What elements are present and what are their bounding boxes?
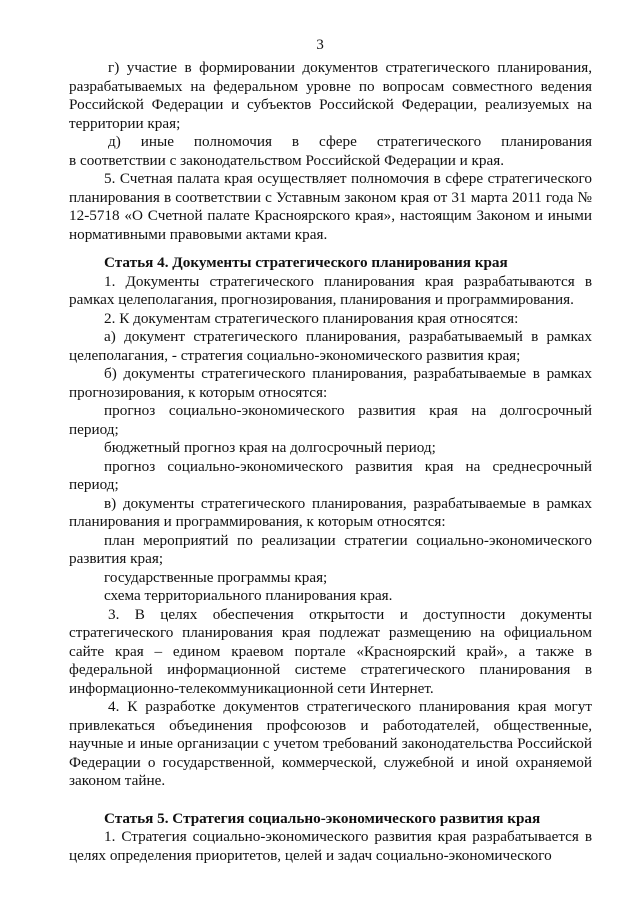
art4-item-b: б) документы стратегического планирования, разрабатываемые в рамках прогнозирования, к которым относятся: (69, 365, 592, 401)
page-number: 3 (316, 36, 324, 53)
art4-item-v: в) документы стратегического планирования, разрабатываемые в рамках планирования и программирования, к которым относятся: (69, 494, 592, 530)
art4-item-b-forecast-medium: прогноз социально-экономического развития края на среднесрочный период; (69, 457, 592, 493)
art3-item-d-rest: в соответствии с законодательством Российской Федерации и края. (69, 151, 505, 169)
art3-item-g: г) участие в формировании документов стратегического планирования, разрабатываемых на федеральном уровне по вопросам совместного ведения Российской Федерации и субъектов Российской Федерации, реализуемых на территории края; (69, 59, 592, 132)
art5-paragraph-1: 1. Стратегия социально-экономического развития края разрабатывается в целях определения приоритетов, целей и задач социально-экономического (69, 828, 592, 864)
art3-item-d-first-line: д) иные полномочия в сфере стратегического планирования (108, 133, 592, 150)
art4-item-b-budget-forecast: бюджетный прогноз края на долгосрочный период; (104, 439, 436, 456)
art3-paragraph-5: 5. Счетная палата края осуществляет полномочия в сфере стратегического планирования в соответствии с Уставным законом края от 31 марта 2011 года № 12-5718 «О Счетной палате Красноярского края», настоящим Законом и иными нормативными правовыми актами края. (69, 170, 592, 243)
art4-paragraph-3: 3. В целях обеспечения открытости и доступности документы стратегического планирования края подлежат размещению на официальном сайте края – едином краевом портале «Красноярский край», а также в федеральной информационной системе стратегического планирования в информационно-телекоммуникационной сети Интернет. (69, 605, 592, 697)
art4-paragraph-4: 4. К разработке документов стратегического планирования края могут привлекаться объединения профсоюзов и работодателей, общественные, научные и иные организации с учетом требований законодательства Российской Федерации о государственной, коммерческой, служебной и иной охраняемой законом тайне. (69, 698, 592, 789)
article-4-heading: Статья 4. Документы стратегического планирования края (104, 254, 508, 271)
art4-item-v-territorial-scheme: схема территориального планирования края. (104, 587, 393, 604)
art4-item-v-state-programs: государственные программы края; (104, 568, 328, 586)
art4-item-a: а) документ стратегического планирования, разрабатываемый в рамках целеполагания, - стратегия социально-экономического развития края; (69, 328, 592, 364)
art4-paragraph-2: 2. К документам стратегического планирования края относятся: (104, 309, 519, 327)
art4-item-v-action-plan: план мероприятий по реализации стратегии социально-экономического развития края; (69, 531, 592, 567)
art4-item-b-forecast-long: прогноз социально-экономического развития края на долгосрочный период; (69, 402, 592, 438)
art4-paragraph-1: 1. Документы стратегического планирования края разрабатываются в рамках целеполагания, прогнозирования, планирования и программирования. (69, 272, 592, 308)
document-body (69, 59, 592, 865)
article-5-heading: Статья 5. Стратегия социально-экономического развития края (104, 809, 541, 827)
